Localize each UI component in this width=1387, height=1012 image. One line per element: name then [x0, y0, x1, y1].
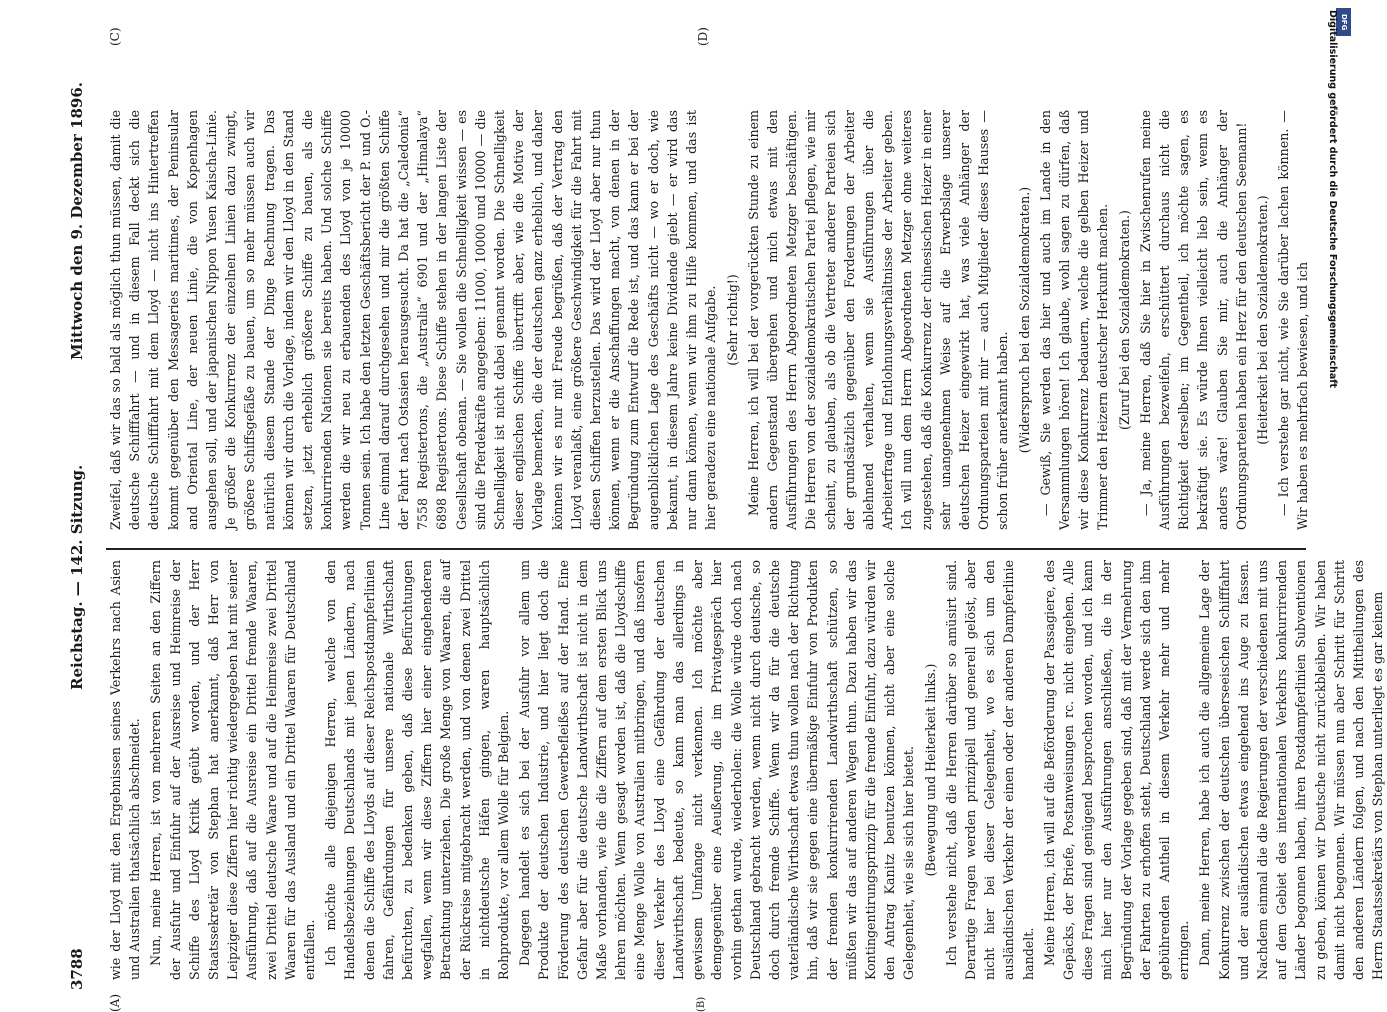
paragraph: — Ich verstehe gar nicht, wie Sie darüber lachen können. — Wir haben es mehrfach bewiesen, und ich	[1276, 110, 1311, 530]
paragraph: Zweifel, daß wir das so bald als möglich thun müssen, damit die deutsche Schifffahrt — und in diesem Fall deckt sich die deutsche Schifffahrt mit dem Lloyd — nicht ins Hintertreffen kommt gegenüber den Messageries maritimes, der Peninsular and Oriental Line, der neuen Linie, die von Kopenhagen ausgehen soll, und der japanischen Nippon Yusen Kaischa-Linie. Je größer die Konkurrenz der einzelnen Linien dazu zwingt, größere Schiffsgefäße zu bauen, um so mehr müssen auch wir natürlich diesem Stande der Dinge Rechnung tragen. Das können wir durch die Vorlage, indem wir den Lloyd in den Stand setzen, jetzt erheblich größere Schiffe zu bauen, als die konkurrirenden Nationen sie bereits haben. Und solche Schiffe werden die wir neu zu erbauenden des Lloyd von je 10000 Tonnen sein. Ich habe den letzten Geschäftsbericht der P. und O.-Line einmal darauf durchgesehen und mir die größten Schiffe der Fahrt nach Ostasien herausgesucht. Da hat die „Caledonia“ 7558 Registertons, die „Australia“ 6901 und der „Himalaya“ 6898 Registertons. Diese Schiffe stehen in der langen Liste der Gesellschaft obenan. — Sie wollen die Schnelligkeit wissen — es sind die Pferdekräfte angegeben: 11000, 10000 und 10000 — die Schnelligkeit ist nicht dabei genannt worden. Die Schnelligkeit dieser englischen Schiffe übertrifft aber, wie die Motive der Vorlage bemerken, die der deutschen ganz erheblich, und daher können wir es nur mit Freude begrüßen, daß der Vertrag den Lloyd veranlaßt, eine größere Geschwindigkeit für die Fahrt mit diesen Schiffen herzustellen. Das wird der Lloyd aber nur thun können, wenn er die Anschaffungen macht, von denen in der Begründung zum Entwurf die Rede ist, und das kann er bei der augenblicklichen Lage des Geschäfts nicht — wo er doch, wie bekannt, in diesem Jahre keine Dividende giebt — er wird das nur dann können, wenn wir ihm zu Hilfe kommen, und das ist hier geradezu eine nationale Aufgabe.	[108, 110, 719, 530]
margin-marker-c: (C)	[108, 27, 122, 46]
interjection: (Zuruf bei den Sozialdemokraten.)	[1116, 210, 1132, 430]
column-divider	[106, 548, 1306, 550]
margin-marker-b: (B)	[696, 996, 707, 1012]
paragraph: Ich verstehe nicht, daß die Herren darüber so amüsirt sind. Derartige Fragen werden prinzipiell und generell gelöst, aber nicht hier bei dieser Gelegenheit, wo es sich um den ausländischen Verkehr der einen oder der anderen Dampferlinie handelt.	[943, 560, 1036, 980]
page-number: 3788	[68, 948, 86, 990]
paragraph: — Ja, meine Herren, daß Sie hier in Zwischenrufen meine Ausführungen bezweifeln, erschüttert durchaus nicht die Richtigkeit derselben; im Gegentheil, ich möchte sagen, es bekräftigt sie. Es würde Ihnen vielleicht lieb sein, wenn es anders wäre! Glauben Sie mir, auch die Anhänger der Ordnungsparteien haben ein Herz für den deutschen Seemann!	[1137, 110, 1249, 530]
interjection: (Widerspruch bei den Sozialdemokraten.)	[1016, 186, 1032, 454]
left-column	[106, 560, 1386, 980]
right-column	[106, 110, 1311, 530]
margin-marker-d: (D)	[696, 27, 710, 46]
dfg-logo: DFG	[1336, 8, 1351, 36]
paragraph: Meine Herren, ich will bei der vorgerückten Stunde zu einem andern Gegenstand übergehen und mich etwas mit den Ausführungen des Herrn Abgeordneten Metzger beschäftigen. Die Herren von der sozialdemokratischen Partei pflegen, wie mir scheint, zu glauben, als ob die Vertreter anderer Parteien sich der grundsätzlich gegenüber den Forderungen der Arbeiter ablehnend verhalten, wenn sie Ausführungen über die Arbeiterfrage und Entlohnungsverhältnisse der Arbeiter geben. Ich will nun dem Herrn Abgeordneten Metzger ohne weiteres zugestehen, daß die Konkurrenz der chinesischen Heizer in einer sehr unangenehmen Weise auf die Erwerbslage unserer deutschen Heizer eingewirkt hat, was viele Anhänger der Ordnungsparteien mit mir — auch Mitglieder dieses Hauses — schon früher anerkannt haben.	[745, 110, 1011, 530]
paragraph: Ich möchte alle diejenigen Herren, welche von den Handelsbeziehungen Deutschlands mit jenen Ländern, nach denen die Schiffe des Lloyds auf dieser Reichspostdampferlinien fahren, Gefährdungen für unsere nationale Wirthschaft befürchten, zu bedenken geben, daß diese Befürchtungen wegfallen, wenn wir diese Ziffern hier einer eingehenderen Betrachtung unterziehen. Die große Menge von Waaren, die auf der Rückreise mitgebracht werden, und von denen zwei Drittel in nichtdeutsche Häfen gingen, waren hauptsächlich Rohprodukte, vor allem Wolle für Belgien.	[323, 560, 512, 980]
paragraph: Dagegen handelt es sich bei der Ausfuhr vor allem um Produkte der deutschen Industrie, und hier liegt doch die Förderung des deutschen Gewerbefleißes auf der Hand. Eine Gefahr aber für die deutsche Landwirthschaft ist nicht in dem Maße vorhanden, wie die die Ziffern auf dem ersten Blick uns lehren möchten. Wenn gesagt worden ist, daß die Lloydschiffe eine Menge Wolle von Australien mitbringen, und daß insofern dieser Verkehr des Lloyd eine Gefährdung der deutschen Landwirthschaft bedeute, so kann man das allerdings in gewissem Umfange nicht verkennen. Ich möchte aber demgegenüber eine Aeußerung, die im Privatgespräch hier vorhin gethan wurde, wiederholen: die Wolle würde doch nach Deutschland gebracht werden, wenn nicht durch deutsche, so doch durch fremde Schiffe. Wenn wir da für die deutsche vaterländische Wirthschaft etwas thun wollen nach der Richtung hin, daß wir sie gegen eine übermäßige Einfuhr von Produkten der fremden konkurrirenden Landwirthschaft schützen, so müßten wir das auf anderen Wegen thun. Dazu haben wir das Kontingentirungsprinzip für die fremde Einfuhr, dazu würden wir den Antrag Kanitz benutzen können, nicht aber eine solche Gelegenheit, wie sie sich hier bietet.	[517, 560, 917, 980]
interjection: (Heiterkeit bei den Sozialdemokraten.)	[1254, 195, 1270, 445]
credit-text: Digitalisierung gefördert durch die Deutsche Forschungsgemeinschaft	[1327, 10, 1338, 388]
page-header	[60, 60, 100, 990]
interjection: (Bewegung und Heiterkeit links.)	[922, 663, 938, 877]
interjection: (Sehr richtig!)	[724, 274, 740, 366]
paragraph: Nun, meine Herren, ist von mehreren Seiten an den Ziffern der Ausfuhr und Einfuhr auf der Ausreise und Heimreise der Schiffe des Lloyd Kritik geübt worden, und der Herr Staatssekretär von Stephan hat anerkannt, daß Herr von Leipziger diese Ziffern hier richtig wiedergegeben hat mit seiner Ausführung, daß auf die Ausreise ein Drittel fremde Waaren, zwei Drittel deutsche Waare und auf die Heimreise zwei Drittel Waaren für das Ausland und ein Drittel Waaren für Deutschland entfallen.	[148, 560, 318, 980]
paragraph: wie der Lloyd mit den Ergebnissen seines Verkehrs nach Asien und Australien thatsächlich abschneidet.	[108, 560, 143, 980]
session-title: Reichstag. — 142. Sitzung.	[68, 464, 86, 690]
paragraph: — Gewiß, Sie werden das hier und auch im Lande in den Versammlungen hören! Ich glaube, wohl sagen zu dürfen, daß wir diese Konkurrenz bedauern, welche die gelben Heizer und Trimmer den Heizern deutscher Herkunft machen.	[1037, 110, 1111, 530]
session-date: Mittwoch den 9. Dezember 1896.	[68, 82, 86, 360]
paragraph: Dann, meine Herren, habe ich auch die allgemeine Lage der Konkurrenz zwischen der deutschen überseeischen Schifffahrt und der ausländischen etwas eingehend ins Auge zu fassen. Nachdem einmal die die Regierungen der verschiedenen mit uns auf dem Gebiet des internationalen Verkehrs konkurrirenden Länder begonnen haben, ihren Postdampferlinien Subventionen zu geben, können wir Deutsche nicht zurückbleiben. Wir haben damit nicht begonnen. Wir müssen nun aber Schritt für Schritt den anderen Ländern folgen, und nach den Mittheilungen des Herrn Staatssekretärs von Stephan unterliegt es gar keinem	[1197, 560, 1386, 980]
digitization-credit	[1324, 10, 1338, 990]
paragraph: Meine Herren, ich will auf die Beförderung der Passagiere, des Gepäcks, der Briefe, Postanweisungen rc. nicht eingehen. Alle diese Fragen sind genügend besprochen worden, und ich kann mich hier nur den Ausführungen anschließen, die in der Begründung der Vorlage gegeben sind, daß mit der Vermehrung der Fahrten zu erhoffen steht, Deutschland werde sich den ihm gebührenden Antheil in diesem Verkehr mehr und mehr erringen.	[1041, 560, 1192, 980]
margin-marker-a: (A)	[108, 993, 122, 1012]
